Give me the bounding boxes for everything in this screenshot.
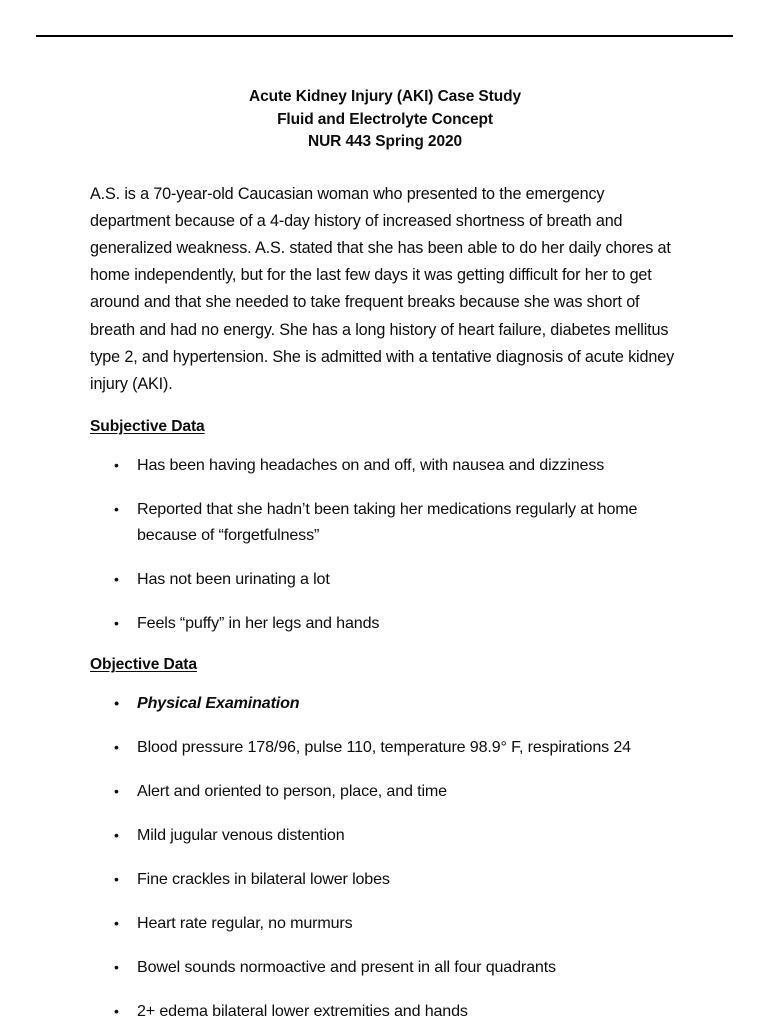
list-item-label: Physical Examination [137, 694, 300, 713]
bullet-icon: • [114, 959, 119, 976]
list-item [90, 734, 680, 760]
title-line-1: Acute Kidney Injury (AKI) Case Study [248, 88, 521, 105]
bullet-icon: • [114, 695, 119, 712]
bullet-icon: • [114, 783, 119, 800]
list-item-label: Alert and oriented to person, place, and time [137, 782, 447, 801]
list-item [90, 866, 680, 892]
bullet-icon: • [114, 571, 119, 588]
header-divider [36, 35, 733, 37]
list-item [90, 954, 680, 980]
list-item-label: Fine crackles in bilateral lower lobes [137, 870, 390, 889]
list-item [90, 778, 680, 804]
subjective-data-list [90, 452, 680, 636]
bullet-icon: • [114, 457, 119, 474]
list-item-label: Has been having headaches on and off, with nausea and dizziness [137, 456, 605, 475]
title-line-2: Fluid and Electrolyte Concept [277, 110, 493, 128]
list-item-label: Bowel sounds normoactive and present in all four quadrants [137, 958, 556, 977]
title-line-3: NUR 443 Spring 2020 [307, 133, 463, 150]
bullet-icon: • [114, 501, 119, 518]
document-title [90, 86, 680, 154]
objective-data-list [90, 690, 680, 1024]
list-item-label: Mild jugular venous distention [137, 826, 345, 845]
list-item-physical-examination [90, 690, 680, 716]
list-item [90, 496, 680, 548]
list-item-label: Reported that she hadn’t been taking her medications regularly at home because of “forgetfulness” [137, 500, 638, 545]
intro-paragraph: A.S. is a 70-year-old Caucasian woman who presented to the emergency department because of a 4-day history of increased shortness of breath and generalized weakness. A.S. stated that she has been able to do her daily chores at home independently, but for the last few days it was getting difficult for her to get around and that she needed to take frequent breaks because she was short of breath and had no energy. She has a long history of heart failure, diabetes mellitus type 2, and hypertension. She is admitted with a tentative diagnosis of acute kidney injury (AKI). [90, 184, 675, 393]
bullet-icon: • [114, 827, 119, 844]
list-item [90, 822, 680, 848]
bullet-icon: • [114, 915, 119, 932]
list-item-label: Has not been urinating a lot [137, 570, 330, 589]
list-item [90, 910, 680, 936]
list-item-label: Feels “puffy” in her legs and hands [137, 614, 380, 633]
list-item [90, 998, 680, 1024]
list-item [90, 452, 680, 478]
section-heading-subjective-data-text: Subjective Data [90, 418, 205, 436]
section-heading-objective-data [90, 655, 680, 675]
list-item [90, 610, 680, 636]
section-heading-subjective-data [90, 417, 680, 437]
list-item-label: 2+ edema bilateral lower extremities and hands [137, 1002, 468, 1021]
list-item-label: Blood pressure 178/96, pulse 110, temperature 98.9° F, respirations 24 [137, 738, 631, 757]
section-heading-objective-data-text: Objective Data [90, 656, 197, 674]
list-item [90, 566, 680, 592]
document-body [90, 86, 680, 1024]
bullet-icon: • [114, 615, 119, 632]
bullet-icon: • [114, 871, 119, 888]
list-item-label: Heart rate regular, no murmurs [137, 914, 353, 933]
bullet-icon: • [114, 1003, 119, 1020]
bullet-icon: • [114, 739, 119, 756]
